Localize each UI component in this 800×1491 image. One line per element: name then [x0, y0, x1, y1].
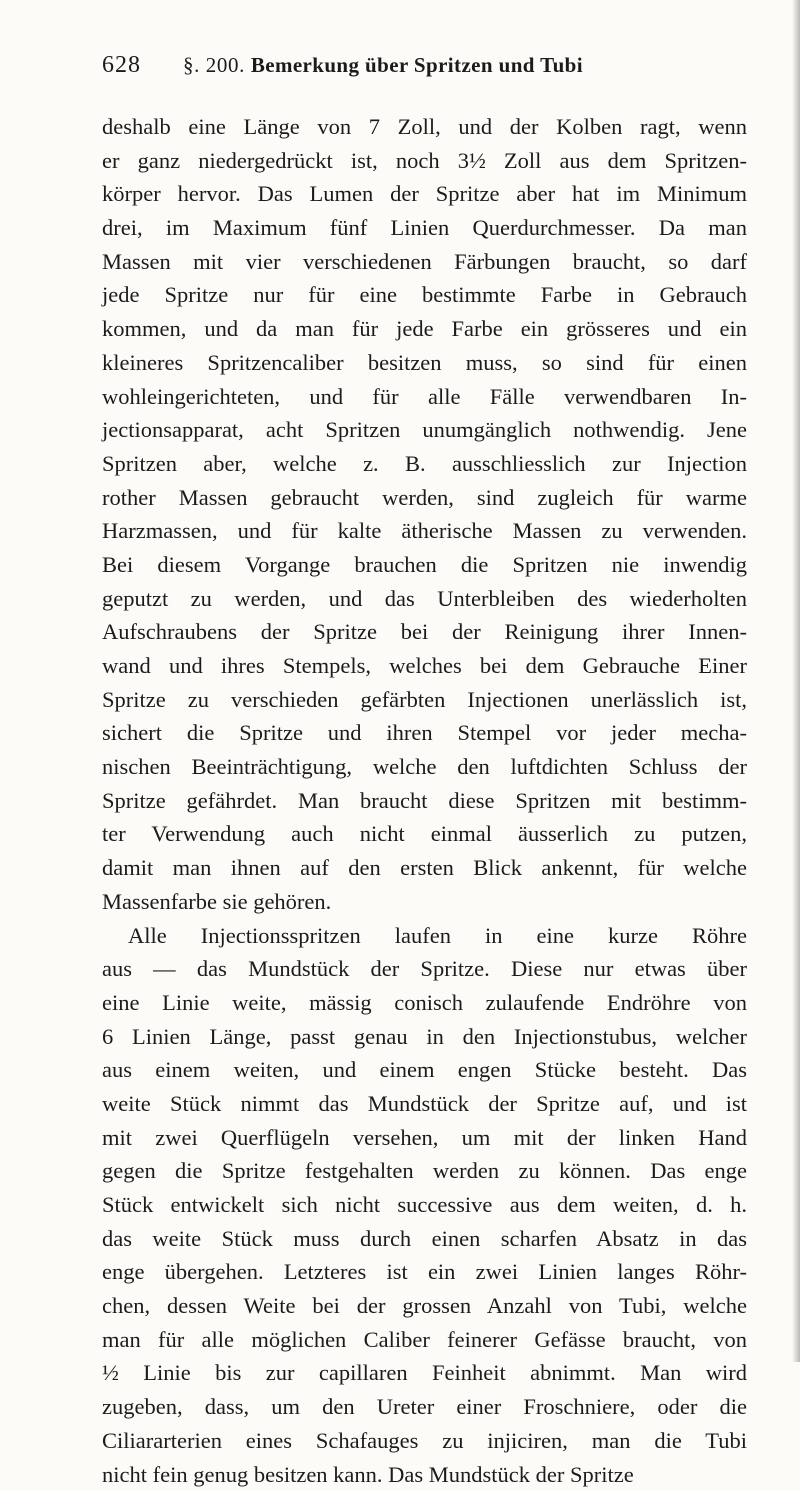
text-line: weite Stück nimmt das Mundstück der Spritze auf, und ist [102, 1087, 747, 1121]
text-line: Harzmassen, und für kalte ätherische Massen zu verwenden. [102, 514, 747, 548]
text-line: Spritze zu verschieden gefärbten Injectionen unerlässlich ist, [102, 683, 747, 717]
text-line: wand und ihres Stempels, welches bei dem Gebrauche Einer [102, 649, 747, 683]
text-line: enge übergehen. Letzteres ist ein zwei Linien langes Röhr- [102, 1255, 747, 1289]
running-title: Bemerkung über Spritzen und Tubi [251, 53, 583, 77]
text-line: Massenfarbe sie gehören. [102, 885, 747, 919]
text-line: man für alle möglichen Caliber feinerer Gefässe braucht, von [102, 1323, 747, 1357]
text-line: eine Linie weite, mässig conisch zulaufende Endröhre von [102, 986, 747, 1020]
body-text [102, 110, 747, 1491]
section-number: §. 200. [183, 53, 245, 77]
text-line: kleineres Spritzencaliber besitzen muss, so sind für einen [102, 346, 747, 380]
text-line: Bei diesem Vorgange brauchen die Spritzen nie inwendig [102, 548, 747, 582]
text-line: ½ Linie bis zur capillaren Feinheit abnimmt. Man wird [102, 1356, 747, 1390]
text-line: jede Spritze nur für eine bestimmte Farbe in Gebrauch [102, 278, 747, 312]
text-line: Spritze gefährdet. Man braucht diese Spritzen mit bestimm- [102, 784, 747, 818]
text-line: körper hervor. Das Lumen der Spritze aber hat im Minimum [102, 177, 747, 211]
text-line: Aufschraubens der Spritze bei der Reinigung ihrer Innen- [102, 615, 747, 649]
text-line: kommen, und da man für jede Farbe ein grösseres und ein [102, 312, 747, 346]
text-line: zugeben, dass, um den Ureter einer Froschniere, oder die [102, 1390, 747, 1424]
text-line: Alle Injectionsspritzen laufen in eine kurze Röhre [102, 919, 747, 953]
text-line: gegen die Spritze festgehalten werden zu können. Das enge [102, 1154, 747, 1188]
text-line: aus — das Mundstück der Spritze. Diese nur etwas über [102, 952, 747, 986]
text-line: ter Verwendung auch nicht einmal äusserlich zu putzen, [102, 817, 747, 851]
text-line: Massen mit vier verschiedenen Färbungen braucht, so darf [102, 245, 747, 279]
text-line: wohleingerichteten, und für alle Fälle verwendbaren In- [102, 380, 747, 414]
text-line: mit zwei Querflügeln versehen, um mit der linken Hand [102, 1121, 747, 1155]
text-line: damit man ihnen auf den ersten Blick ankennt, für welche [102, 851, 747, 885]
page-number: 628 [102, 52, 141, 78]
text-line: sichert die Spritze und ihren Stempel vor jeder mecha- [102, 716, 747, 750]
text-line: drei, im Maximum fünf Linien Querdurchmesser. Da man [102, 211, 747, 245]
text-line: chen, dessen Weite bei der grossen Anzahl von Tubi, welche [102, 1289, 747, 1323]
running-head [183, 52, 583, 78]
text-line: Spritzen aber, welche z. B. ausschliesslich zur Injection [102, 447, 747, 481]
page-edge-shadow [792, 0, 800, 1362]
text-line: Stück entwickelt sich nicht successive aus dem weiten, d. h. [102, 1188, 747, 1222]
text-line: 6 Linien Länge, passt genau in den Injectionstubus, welcher [102, 1020, 747, 1054]
text-line: aus einem weiten, und einem engen Stücke besteht. Das [102, 1053, 747, 1087]
text-line: das weite Stück muss durch einen scharfen Absatz in das [102, 1222, 747, 1256]
text-line: nicht fein genug besitzen kann. Das Mundstück der Spritze [102, 1458, 747, 1491]
text-line: er ganz niedergedrückt ist, noch 3½ Zoll aus dem Spritzen- [102, 144, 747, 178]
text-line: rother Massen gebraucht werden, sind zugleich für warme [102, 481, 747, 515]
text-line: Ciliararterien eines Schafauges zu injiciren, man die Tubi [102, 1424, 747, 1458]
text-line: nischen Beeinträchtigung, welche den luftdichten Schluss der [102, 750, 747, 784]
text-line: jectionsapparat, acht Spritzen unumgänglich nothwendig. Jene [102, 413, 747, 447]
text-line: geputzt zu werden, und das Unterbleiben des wiederholten [102, 582, 747, 616]
text-line: deshalb eine Länge von 7 Zoll, und der Kolben ragt, wenn [102, 110, 747, 144]
